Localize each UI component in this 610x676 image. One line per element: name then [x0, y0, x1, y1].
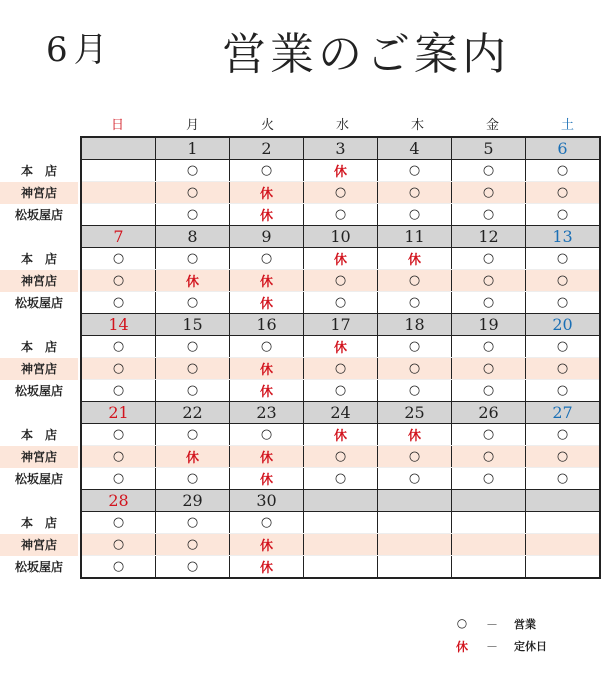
date-row: [81, 314, 600, 336]
closed-mark: 休: [304, 160, 378, 182]
open-mark: ○: [452, 336, 526, 358]
date-cell: 1: [156, 137, 230, 160]
open-mark: ○: [526, 468, 601, 490]
closed-mark: 休: [230, 358, 304, 380]
date-cell: 10: [304, 226, 378, 248]
date-cell: 23: [230, 402, 304, 424]
date-row: [81, 490, 600, 512]
open-mark: ○: [526, 424, 601, 446]
open-mark: ○: [378, 380, 452, 402]
open-mark: ○: [452, 248, 526, 270]
closed-mark: 休: [156, 446, 230, 468]
date-cell: 25: [378, 402, 452, 424]
open-mark: ○: [156, 248, 230, 270]
closed-mark: 休: [378, 248, 452, 270]
closed-mark: 休: [230, 468, 304, 490]
open-mark: ○: [378, 182, 452, 204]
open-mark: ○: [156, 380, 230, 402]
date-cell: [304, 490, 378, 512]
open-mark: ○: [156, 204, 230, 226]
date-cell: 28: [81, 490, 156, 512]
closed-mark: 休: [304, 424, 378, 446]
open-mark: ○: [452, 182, 526, 204]
store-label: 松坂屋店: [14, 295, 63, 310]
closed-mark: 休: [304, 248, 378, 270]
open-mark: ○: [526, 182, 601, 204]
open-mark: ○: [526, 270, 601, 292]
open-mark: ○: [304, 446, 378, 468]
open-mark: ○: [156, 556, 230, 579]
weekday-thu: 木: [410, 118, 424, 133]
open-mark: ○: [156, 468, 230, 490]
date-row: [81, 226, 600, 248]
empty-cell: [304, 534, 378, 556]
date-cell: 15: [156, 314, 230, 336]
open-mark: ○: [526, 160, 601, 182]
date-cell: 7: [81, 226, 156, 248]
weekday-header: [80, 114, 606, 134]
open-mark: ○: [526, 292, 601, 314]
store-label: 本 店: [20, 163, 57, 178]
page-title: 営業のご案内: [222, 29, 510, 80]
open-mark: ○: [81, 556, 156, 579]
open-mark: ○: [452, 380, 526, 402]
closed-mark: 休: [230, 204, 304, 226]
empty-cell: [526, 534, 601, 556]
closed-mark: 休: [230, 182, 304, 204]
date-cell: 11: [378, 226, 452, 248]
open-mark: ○: [526, 358, 601, 380]
open-mark: ○: [81, 512, 156, 534]
open-mark: ○: [452, 446, 526, 468]
store-label: 神宮店: [0, 446, 78, 468]
weekday-wed: 水: [335, 118, 349, 133]
open-mark: ○: [526, 204, 601, 226]
open-mark: ○: [452, 160, 526, 182]
empty-cell: [452, 534, 526, 556]
open-mark: ○: [156, 336, 230, 358]
open-mark: ○: [378, 270, 452, 292]
open-mark: ○: [230, 424, 304, 446]
open-mark: ○: [304, 292, 378, 314]
open-mark: ○: [81, 336, 156, 358]
date-cell: 8: [156, 226, 230, 248]
date-cell: [378, 490, 452, 512]
date-cell: 22: [156, 402, 230, 424]
empty-cell: [452, 556, 526, 579]
legend-dash: －: [486, 618, 499, 632]
open-mark: ○: [378, 160, 452, 182]
date-cell: 16: [230, 314, 304, 336]
open-mark: ○: [81, 468, 156, 490]
open-mark: ○: [452, 204, 526, 226]
store-row: [81, 556, 600, 579]
legend-closed-symbol: 休: [455, 640, 468, 654]
empty-cell: [378, 534, 452, 556]
legend-closed-text: 定休日: [514, 640, 547, 653]
open-mark: ○: [378, 204, 452, 226]
open-mark: ○: [526, 380, 601, 402]
store-row: [81, 468, 600, 490]
open-mark: ○: [81, 424, 156, 446]
date-cell: 14: [81, 314, 156, 336]
date-cell: [526, 490, 601, 512]
empty-cell: [304, 512, 378, 534]
legend-dash: －: [486, 640, 499, 654]
calendar-table: [80, 136, 601, 579]
open-mark: ○: [230, 248, 304, 270]
date-row: [81, 137, 600, 160]
open-mark: ○: [452, 468, 526, 490]
store-label: 神宮店: [0, 270, 78, 292]
open-mark: ○: [156, 292, 230, 314]
weekday-tue: 火: [260, 118, 274, 133]
date-cell: 13: [526, 226, 601, 248]
legend-open-symbol: ○: [456, 616, 468, 630]
open-mark: ○: [378, 358, 452, 380]
empty-cell: [304, 556, 378, 579]
open-mark: ○: [304, 468, 378, 490]
open-mark: ○: [378, 468, 452, 490]
open-mark: ○: [304, 204, 378, 226]
date-cell: 21: [81, 402, 156, 424]
date-cell: 17: [304, 314, 378, 336]
store-label: 神宮店: [0, 182, 78, 204]
date-cell: 29: [156, 490, 230, 512]
closed-mark: 休: [230, 446, 304, 468]
closed-mark: 休: [230, 292, 304, 314]
open-mark: ○: [304, 358, 378, 380]
store-label: 本 店: [20, 515, 57, 530]
date-cell: 24: [304, 402, 378, 424]
weekday-sat: 土: [560, 118, 574, 133]
open-mark: ○: [230, 512, 304, 534]
weekday-mon: 月: [185, 118, 199, 133]
open-mark: ○: [378, 336, 452, 358]
weekday-sun: 日: [110, 118, 124, 133]
store-row: [81, 512, 600, 534]
date-cell: 19: [452, 314, 526, 336]
date-row: [81, 402, 600, 424]
store-row: [81, 204, 600, 226]
date-cell: 6: [526, 137, 601, 160]
store-row: [81, 446, 600, 468]
open-mark: ○: [156, 424, 230, 446]
store-label: 神宮店: [0, 358, 78, 380]
empty-cell: [526, 556, 601, 579]
empty-cell: [81, 182, 156, 204]
open-mark: ○: [230, 160, 304, 182]
open-mark: ○: [526, 248, 601, 270]
open-mark: ○: [156, 512, 230, 534]
open-mark: ○: [156, 182, 230, 204]
date-cell: [452, 490, 526, 512]
closed-mark: 休: [230, 270, 304, 292]
date-cell: 20: [526, 314, 601, 336]
store-row: [81, 270, 600, 292]
open-mark: ○: [156, 358, 230, 380]
store-label: 松坂屋店: [14, 559, 63, 574]
store-row: [81, 336, 600, 358]
open-mark: ○: [526, 446, 601, 468]
open-mark: ○: [526, 336, 601, 358]
store-label: 松坂屋店: [14, 471, 63, 486]
store-label: 松坂屋店: [14, 383, 63, 398]
date-cell: 4: [378, 137, 452, 160]
open-mark: ○: [304, 380, 378, 402]
store-label: 本 店: [20, 427, 57, 442]
month-title: 6月: [46, 30, 114, 70]
date-cell: [81, 137, 156, 160]
date-cell: 27: [526, 402, 601, 424]
closed-mark: 休: [230, 556, 304, 579]
store-row: [81, 358, 600, 380]
empty-cell: [378, 512, 452, 534]
open-mark: ○: [304, 270, 378, 292]
store-label: 本 店: [20, 251, 57, 266]
empty-cell: [452, 512, 526, 534]
empty-cell: [526, 512, 601, 534]
store-row: [81, 292, 600, 314]
open-mark: ○: [378, 446, 452, 468]
store-row: [81, 248, 600, 270]
store-row: [81, 160, 600, 182]
open-mark: ○: [156, 160, 230, 182]
open-mark: ○: [156, 534, 230, 556]
open-mark: ○: [452, 270, 526, 292]
closed-mark: 休: [230, 534, 304, 556]
open-mark: ○: [378, 292, 452, 314]
date-cell: 2: [230, 137, 304, 160]
date-cell: 26: [452, 402, 526, 424]
open-mark: ○: [452, 292, 526, 314]
open-mark: ○: [81, 380, 156, 402]
open-mark: ○: [81, 270, 156, 292]
store-row: [81, 182, 600, 204]
store-row: [81, 380, 600, 402]
open-mark: ○: [81, 292, 156, 314]
store-label: 本 店: [20, 339, 57, 354]
closed-mark: 休: [304, 336, 378, 358]
date-cell: 12: [452, 226, 526, 248]
empty-cell: [81, 204, 156, 226]
open-mark: ○: [452, 358, 526, 380]
date-cell: 18: [378, 314, 452, 336]
date-cell: 3: [304, 137, 378, 160]
closed-mark: 休: [378, 424, 452, 446]
date-cell: 30: [230, 490, 304, 512]
open-mark: ○: [81, 248, 156, 270]
date-cell: 9: [230, 226, 304, 248]
empty-cell: [378, 556, 452, 579]
open-mark: ○: [81, 534, 156, 556]
store-label: 神宮店: [0, 534, 78, 556]
store-row: [81, 424, 600, 446]
legend-open-text: 営業: [514, 618, 536, 631]
open-mark: ○: [81, 358, 156, 380]
store-label: 松坂屋店: [14, 207, 63, 222]
closed-mark: 休: [156, 270, 230, 292]
date-cell: 5: [452, 137, 526, 160]
store-row: [81, 534, 600, 556]
empty-cell: [81, 160, 156, 182]
closed-mark: 休: [230, 380, 304, 402]
open-mark: ○: [230, 336, 304, 358]
open-mark: ○: [81, 446, 156, 468]
open-mark: ○: [304, 182, 378, 204]
open-mark: ○: [452, 424, 526, 446]
weekday-fri: 金: [485, 118, 499, 133]
